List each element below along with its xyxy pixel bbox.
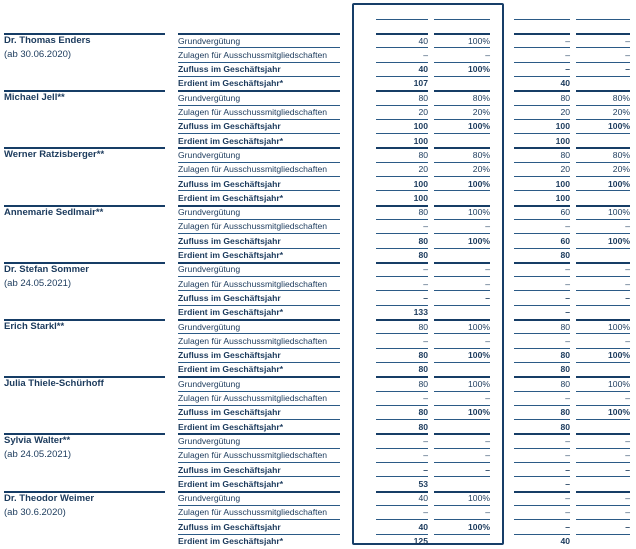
prior-inflow-share: 100% [608, 121, 630, 132]
row-label-supplement: Zulagen für Ausschussmitgliedschaften [178, 393, 328, 403]
prior-base-amount: – [565, 435, 570, 446]
member-block-rule [376, 262, 428, 264]
prior-base-share: 100% [608, 321, 630, 332]
prior-inflow-amount: 100 [555, 178, 570, 189]
member-name-cell [4, 264, 89, 290]
current-base-amount: – [423, 435, 428, 446]
current-supplement-share: – [485, 450, 490, 461]
member-note: (ab 24.05.2021) [4, 277, 72, 289]
prior-supplement-amount: – [565, 393, 570, 403]
row-rule [434, 534, 490, 535]
prior-earned-value: 40 [560, 536, 570, 546]
prior-inflow-amount: – [565, 292, 570, 303]
row-label-inflow: Zufluss im Geschäftsjahr [178, 292, 281, 303]
current-earned-value: 125 [413, 536, 428, 546]
row-label-inflow: Zufluss im Geschäftsjahr [178, 235, 281, 246]
current-supplement-amount: 20 [418, 107, 428, 117]
row-label-earned: Erdient im Geschäftsjahr* [178, 78, 284, 89]
current-inflow-amount: – [423, 292, 428, 303]
current-earned-value: 53 [418, 478, 428, 489]
prior-supplement-amount: – [565, 221, 570, 232]
row-rule [576, 276, 630, 277]
row-rule [434, 190, 490, 191]
member-name-cell [4, 92, 65, 104]
row-label-base: Grundvergütung [178, 435, 241, 446]
row-rule [576, 505, 630, 506]
prior-supplement-share: 20% [612, 107, 630, 117]
row-rule [576, 476, 630, 477]
prior-inflow-share: 100% [608, 178, 630, 189]
row-label-inflow: Zufluss im Geschäftsjahr [178, 521, 281, 532]
current-inflow-amount: 80 [418, 407, 428, 418]
member-block-rule [576, 262, 630, 264]
row-rule [514, 391, 570, 392]
row-rule [434, 419, 490, 420]
member-block-rule [514, 433, 570, 435]
row-rule [434, 505, 490, 506]
row-rule [434, 462, 490, 463]
prior-supplement-share: – [625, 278, 630, 289]
current-supplement-share: – [485, 49, 490, 60]
current-base-amount: 80 [418, 149, 428, 160]
prior-inflow-share: 100% [608, 235, 630, 246]
prior-base-share: – [625, 264, 630, 275]
current-earned-value: 100 [413, 135, 428, 146]
current-inflow-amount: 80 [418, 350, 428, 361]
row-rule [434, 362, 490, 363]
header-rule [376, 19, 428, 20]
current-base-amount: 40 [418, 35, 428, 46]
prior-base-share: – [625, 35, 630, 46]
row-rule [514, 505, 570, 506]
row-label-earned: Erdient im Geschäftsjahr* [178, 364, 284, 375]
row-rule [514, 448, 570, 449]
member-block-rule [576, 33, 630, 35]
row-rule [376, 290, 428, 291]
current-inflow-share: 100% [468, 64, 490, 75]
member-name: Erich Starkl** [4, 321, 65, 332]
current-year-highlight-frame [352, 3, 504, 545]
current-supplement-share: – [485, 278, 490, 289]
row-rule [576, 133, 630, 134]
current-supplement-share: – [485, 335, 490, 346]
current-inflow-amount: – [423, 464, 428, 475]
row-label-base: Grundvergütung [178, 207, 241, 218]
row-label-base: Grundvergütung [178, 321, 241, 332]
row-rule [514, 47, 570, 48]
row-label-supplement: Zulagen für Ausschussmitgliedschaften [178, 221, 328, 232]
row-rule [434, 391, 490, 392]
row-rule [576, 305, 630, 306]
current-base-amount: 80 [418, 207, 428, 218]
prior-inflow-amount: – [565, 521, 570, 532]
prior-base-share: 100% [608, 378, 630, 389]
row-rule [576, 219, 630, 220]
current-supplement-share: 20% [472, 164, 490, 175]
current-base-amount: 80 [418, 321, 428, 332]
member-name: Dr. Theodor Weimer [4, 492, 95, 504]
prior-base-share: 80% [612, 149, 630, 160]
row-label-base: Grundvergütung [178, 378, 241, 389]
current-inflow-amount: 100 [413, 178, 428, 189]
prior-inflow-amount: 60 [560, 235, 570, 246]
prior-base-share: – [625, 435, 630, 446]
prior-inflow-amount: 100 [555, 121, 570, 132]
row-rule [434, 219, 490, 220]
member-name: Julia Thiele-Schürhoff [4, 378, 104, 390]
current-supplement-amount: – [423, 335, 428, 346]
row-label-inflow: Zufluss im Geschäftsjahr [178, 464, 281, 475]
row-label-supplement: Zulagen für Ausschussmitgliedschaften [178, 507, 328, 518]
row-label-supplement: Zulagen für Ausschussmitgliedschaften [178, 49, 328, 60]
row-rule [434, 290, 490, 291]
current-inflow-amount: 100 [413, 121, 428, 132]
current-earned-value: 133 [413, 307, 428, 318]
current-earned-value: 107 [413, 78, 428, 89]
row-rule [576, 462, 630, 463]
row-rule [514, 462, 570, 463]
prior-base-amount: – [565, 35, 570, 46]
member-block-rule [576, 433, 630, 435]
member-name: Michael Jell** [4, 92, 65, 104]
row-rule [514, 276, 570, 277]
member-name-cell [4, 207, 103, 219]
row-label-supplement: Zulagen für Ausschussmitgliedschaften [178, 164, 328, 175]
row-rule [434, 333, 490, 334]
row-rule [376, 391, 428, 392]
current-base-share: 100% [468, 378, 490, 389]
member-name-cell [4, 435, 71, 461]
current-inflow-share: 100% [468, 350, 490, 361]
current-base-share: 100% [468, 321, 490, 332]
row-rule [434, 248, 490, 249]
current-inflow-share: – [485, 464, 490, 475]
prior-supplement-amount: – [565, 507, 570, 518]
member-block-rule [576, 491, 630, 493]
row-rule [434, 276, 490, 277]
current-inflow-share: – [485, 292, 490, 303]
row-label-supplement: Zulagen für Ausschussmitgliedschaften [178, 335, 328, 346]
prior-base-share: 100% [608, 207, 630, 218]
row-rule [576, 419, 630, 420]
member-name-cell [4, 149, 104, 161]
current-base-share: 100% [468, 35, 490, 46]
row-rule [434, 76, 490, 77]
prior-inflow-amount: – [565, 64, 570, 75]
prior-base-amount: 80 [560, 92, 570, 103]
prior-earned-value: – [565, 478, 570, 489]
member-name: Dr. Stefan Sommer [4, 263, 89, 275]
member-block-rule [514, 33, 570, 35]
member-name: Dr. Thomas Enders [4, 35, 91, 46]
row-label-supplement: Zulagen für Ausschussmitgliedschaften [178, 450, 328, 461]
row-rule [434, 305, 490, 306]
current-supplement-share: – [485, 221, 490, 232]
row-rule [576, 448, 630, 449]
current-supplement-share: – [485, 393, 490, 403]
current-supplement-amount: – [423, 450, 428, 461]
row-rule [376, 505, 428, 506]
member-name: Werner Ratzisberger** [4, 149, 105, 161]
row-rule [514, 305, 570, 306]
prior-supplement-share: – [625, 221, 630, 232]
row-rule [514, 519, 570, 520]
member-name: Sylvia Walter** [4, 435, 71, 447]
current-supplement-amount: – [423, 507, 428, 518]
member-name-cell [4, 378, 104, 390]
prior-inflow-amount: – [565, 464, 570, 475]
row-rule [576, 362, 630, 363]
row-rule [576, 47, 630, 48]
prior-supplement-amount: – [565, 49, 570, 60]
current-earned-value: 80 [418, 421, 428, 432]
current-earned-value: 100 [413, 192, 428, 203]
row-rule [514, 476, 570, 477]
row-label-earned: Erdient im Geschäftsjahr* [178, 192, 284, 203]
row-label-earned: Erdient im Geschäftsjahr* [178, 250, 284, 260]
current-supplement-amount: – [423, 393, 428, 403]
member-name-cell [4, 321, 64, 333]
current-supplement-amount: – [423, 221, 428, 232]
prior-base-share: – [625, 493, 630, 504]
prior-earned-value: 80 [560, 364, 570, 375]
row-label-earned: Erdient im Geschäftsjahr* [178, 135, 284, 146]
prior-supplement-amount: – [565, 450, 570, 461]
prior-base-amount: 80 [560, 321, 570, 332]
current-base-share: 80% [472, 149, 490, 160]
current-inflow-amount: 80 [418, 235, 428, 246]
current-base-share: – [485, 435, 490, 446]
prior-earned-value: 40 [560, 78, 570, 89]
current-base-share: 100% [468, 207, 490, 218]
prior-inflow-share: – [625, 521, 630, 532]
prior-supplement-share: – [625, 507, 630, 518]
member-block-rule [514, 491, 570, 493]
current-inflow-share: 100% [468, 235, 490, 246]
row-label-supplement: Zulagen für Ausschussmitgliedschaften [178, 107, 328, 117]
current-base-share: – [485, 264, 490, 275]
member-note: (ab 24.05.2021) [4, 449, 72, 461]
row-label-earned: Erdient im Geschäftsjahr* [178, 536, 284, 546]
row-label-supplement: Zulagen für Ausschussmitgliedschaften [178, 278, 328, 289]
prior-supplement-share: – [625, 393, 630, 403]
row-rule [576, 62, 630, 63]
prior-inflow-amount: 80 [560, 407, 570, 418]
prior-supplement-amount: – [565, 335, 570, 346]
row-rule [434, 47, 490, 48]
row-rule [376, 448, 428, 449]
prior-base-share: 80% [612, 92, 630, 103]
row-rule [376, 462, 428, 463]
row-rule [376, 47, 428, 48]
row-rule [576, 290, 630, 291]
current-inflow-amount: 40 [418, 64, 428, 75]
prior-earned-value: 100 [555, 192, 570, 203]
current-earned-value: 80 [418, 250, 428, 260]
prior-base-amount: 80 [560, 149, 570, 160]
row-rule [434, 448, 490, 449]
prior-supplement-share: – [625, 49, 630, 60]
current-inflow-share: 100% [468, 121, 490, 132]
prior-base-amount: – [565, 264, 570, 275]
row-rule [514, 219, 570, 220]
prior-supplement-amount: 20 [560, 107, 570, 117]
current-supplement-amount: 20 [418, 164, 428, 175]
prior-earned-value: 80 [560, 421, 570, 432]
row-label-base: Grundvergütung [178, 493, 241, 504]
current-inflow-share: 100% [468, 178, 490, 189]
row-rule [576, 190, 630, 191]
prior-base-amount: 60 [560, 207, 570, 218]
row-rule [576, 76, 630, 77]
row-rule [514, 333, 570, 334]
row-rule [514, 290, 570, 291]
prior-supplement-share: – [625, 450, 630, 461]
member-block-rule [514, 262, 570, 264]
header-rule [434, 19, 490, 20]
prior-supplement-amount: – [565, 278, 570, 289]
row-label-base: Grundvergütung [178, 92, 241, 103]
prior-earned-value: 100 [555, 135, 570, 146]
row-label-base: Grundvergütung [178, 35, 241, 46]
member-name-cell [4, 35, 91, 61]
prior-earned-value: – [565, 307, 570, 318]
current-base-amount: 80 [418, 92, 428, 103]
current-base-amount: 40 [418, 493, 428, 504]
prior-base-amount: – [565, 493, 570, 504]
row-rule [434, 133, 490, 134]
current-base-share: 100% [468, 493, 490, 504]
row-rule [576, 391, 630, 392]
row-label-inflow: Zufluss im Geschäftsjahr [178, 121, 281, 132]
prior-inflow-share: 100% [608, 350, 630, 361]
row-rule [376, 219, 428, 220]
row-rule [514, 62, 570, 63]
row-label-earned: Erdient im Geschäftsjahr* [178, 307, 284, 318]
prior-supplement-share: 20% [612, 164, 630, 175]
row-label-inflow: Zufluss im Geschäftsjahr [178, 64, 281, 75]
member-note: (ab 30.06.2020) [4, 49, 72, 60]
current-supplement-share: 20% [472, 107, 490, 117]
row-label-inflow: Zufluss im Geschäftsjahr [178, 178, 281, 189]
prior-supplement-share: – [625, 335, 630, 346]
current-base-share: 80% [472, 92, 490, 103]
prior-inflow-amount: 80 [560, 350, 570, 361]
prior-inflow-share: – [625, 464, 630, 475]
member-note: (ab 30.6.2020) [4, 506, 66, 518]
row-label-inflow: Zufluss im Geschäftsjahr [178, 407, 281, 418]
header-rule [514, 19, 570, 20]
row-label-base: Grundvergütung [178, 264, 241, 275]
row-label-earned: Erdient im Geschäftsjahr* [178, 478, 284, 489]
current-supplement-share: – [485, 507, 490, 518]
current-supplement-amount: – [423, 49, 428, 60]
member-name: Annemarie Sedlmair** [4, 206, 104, 218]
row-rule [576, 534, 630, 535]
prior-inflow-share: – [625, 292, 630, 303]
row-rule [376, 276, 428, 277]
row-rule [576, 248, 630, 249]
current-earned-value: 80 [418, 364, 428, 375]
current-inflow-amount: 40 [418, 521, 428, 532]
row-rule [576, 519, 630, 520]
current-supplement-amount: – [423, 278, 428, 289]
member-block-rule [434, 262, 490, 264]
prior-inflow-share: 100% [608, 407, 630, 418]
row-label-base: Grundvergütung [178, 149, 241, 160]
current-base-amount: 80 [418, 378, 428, 389]
prior-base-amount: 80 [560, 378, 570, 389]
row-label-inflow: Zufluss im Geschäftsjahr [178, 350, 281, 361]
prior-inflow-share: – [625, 64, 630, 75]
member-block-rule [434, 433, 490, 435]
current-base-amount: – [423, 264, 428, 275]
row-label-earned: Erdient im Geschäftsjahr* [178, 421, 284, 432]
row-rule [376, 333, 428, 334]
prior-supplement-amount: 20 [560, 164, 570, 175]
prior-earned-value: 80 [560, 250, 570, 260]
row-rule [576, 333, 630, 334]
header-rule [576, 19, 630, 20]
current-inflow-share: 100% [468, 521, 490, 532]
current-inflow-share: 100% [468, 407, 490, 418]
row-rule [434, 476, 490, 477]
member-block-rule [376, 433, 428, 435]
member-name-cell [4, 493, 94, 519]
